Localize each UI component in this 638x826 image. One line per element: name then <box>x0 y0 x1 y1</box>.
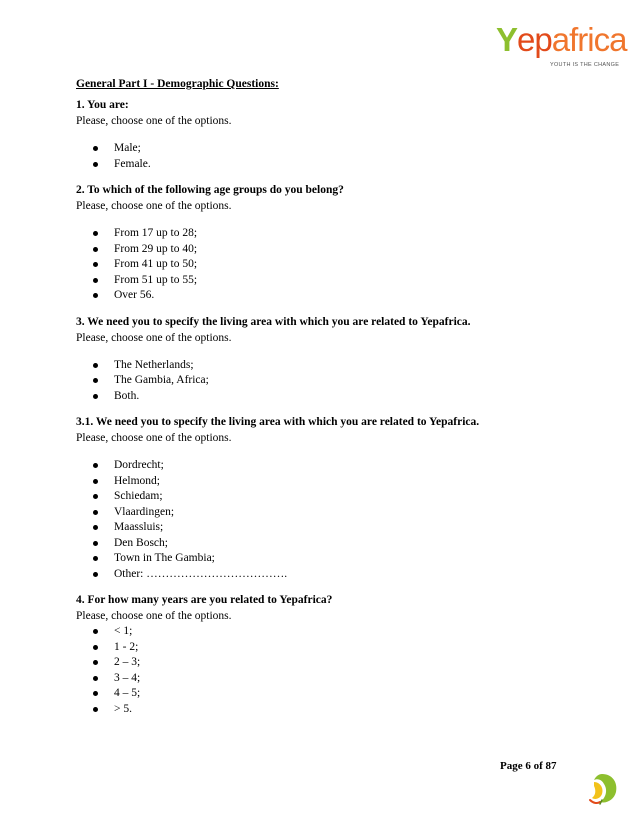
bullet-icon <box>93 510 98 515</box>
bullet-icon <box>93 479 98 484</box>
bullet-icon <box>93 162 98 167</box>
option-item <box>76 567 596 583</box>
option-label: Female. <box>114 157 151 170</box>
question-1 <box>76 97 596 172</box>
question-3-1 <box>76 414 596 582</box>
option-item <box>76 257 596 273</box>
option-item <box>76 474 596 490</box>
option-item <box>76 226 596 242</box>
logo-tagline: YOUTH IS THE CHANGE <box>550 62 620 68</box>
option-list <box>76 458 596 582</box>
option-item <box>76 373 596 389</box>
option-label: Schiedam; <box>114 490 163 502</box>
document-content <box>76 76 596 717</box>
option-label: Male; <box>114 142 141 154</box>
question-title: 1. You are: <box>76 99 129 111</box>
option-label: Town in The Gambia; <box>114 552 215 564</box>
logo-word-y: Y <box>496 21 518 58</box>
option-label: Maassluis; <box>114 521 164 533</box>
question-title: 3.1. We need you to specify the living area with which you are related to Yepafrica. <box>76 416 480 428</box>
option-item <box>76 157 596 173</box>
option-item <box>76 536 596 552</box>
option-list <box>76 624 596 717</box>
bullet-icon <box>93 629 98 634</box>
option-label: 3 – 4; <box>114 671 141 684</box>
bullet-icon <box>93 247 98 252</box>
option-item <box>76 141 596 157</box>
bullet-icon <box>93 572 98 577</box>
option-item <box>76 686 596 702</box>
bullet-icon <box>93 556 98 561</box>
option-item <box>76 520 596 536</box>
option-list <box>76 141 596 172</box>
option-label: > 5. <box>114 702 132 715</box>
option-item <box>76 242 596 258</box>
yepafrica-logo <box>496 20 626 74</box>
logo-wordmark <box>496 20 626 60</box>
yepafrica-leaf-icon <box>584 770 620 806</box>
question-3 <box>76 314 596 405</box>
option-label: From 17 up to 28; <box>114 227 198 239</box>
question-title: 3. We need you to specify the living area with which you are related to Yepafrica. <box>76 315 471 328</box>
question-2 <box>76 182 596 304</box>
bullet-icon <box>93 660 98 665</box>
question-instruction: Please, choose one of the options. <box>76 432 232 444</box>
option-label: From 29 up to 40; <box>114 242 198 255</box>
bullet-icon <box>93 525 98 530</box>
option-item <box>76 505 596 521</box>
bullet-icon <box>93 262 98 267</box>
option-item <box>76 655 596 671</box>
option-item <box>76 273 596 289</box>
bullet-icon <box>93 146 98 151</box>
bullet-icon <box>93 691 98 696</box>
question-instruction: Please, choose one of the options. <box>76 331 232 344</box>
bullet-icon <box>93 363 98 368</box>
page-number: Page 6 of 87 <box>500 760 557 772</box>
question-instruction: Please, choose one of the options. <box>76 200 232 212</box>
option-label: Other: ………………………………. <box>114 567 288 580</box>
option-item <box>76 671 596 687</box>
option-label: Den Bosch; <box>114 536 168 549</box>
option-item <box>76 389 596 405</box>
bullet-icon <box>93 463 98 468</box>
bullet-icon <box>93 278 98 283</box>
option-label: Helmond; <box>114 474 160 487</box>
bullet-icon <box>93 676 98 681</box>
question-instruction: Please, choose one of the options. <box>76 610 232 622</box>
option-label: The Gambia, Africa; <box>114 374 209 386</box>
option-label: 1 - 2; <box>114 640 139 653</box>
option-label: < 1; <box>114 625 133 637</box>
bullet-icon <box>93 378 98 383</box>
option-label: 4 – 5; <box>114 687 141 699</box>
bullet-icon <box>93 494 98 499</box>
logo-word-ep: ep <box>517 21 552 58</box>
question-title: 2. To which of the following age groups do you belong? <box>76 184 344 196</box>
bullet-icon <box>93 541 98 546</box>
option-item <box>76 489 596 505</box>
option-label: Vlaardingen; <box>114 505 175 518</box>
bullet-icon <box>93 231 98 236</box>
question-4 <box>76 592 596 717</box>
option-item <box>76 551 596 567</box>
option-label: From 41 up to 50; <box>114 258 198 270</box>
question-title: 4. For how many years are you related to Yepafrica? <box>76 594 333 606</box>
option-label: 2 – 3; <box>114 656 141 668</box>
bullet-icon <box>93 293 98 298</box>
option-label: Both. <box>114 389 140 402</box>
option-label: The Netherlands; <box>114 358 194 371</box>
bullet-icon <box>93 707 98 712</box>
question-instruction: Please, choose one of the options. <box>76 115 232 127</box>
option-item <box>76 458 596 474</box>
option-item <box>76 288 596 304</box>
option-label: From 51 up to 55; <box>114 273 198 286</box>
logo-word-africa: africa <box>551 21 627 58</box>
option-label: Over 56. <box>114 289 155 301</box>
option-item <box>76 640 596 656</box>
option-list <box>76 358 596 405</box>
section-heading: General Part I - Demographic Questions: <box>76 78 279 90</box>
option-item <box>76 624 596 640</box>
bullet-icon <box>93 394 98 399</box>
option-label: Dordrecht; <box>114 459 164 471</box>
option-item <box>76 702 596 718</box>
option-list <box>76 226 596 304</box>
bullet-icon <box>93 645 98 650</box>
option-item <box>76 358 596 374</box>
